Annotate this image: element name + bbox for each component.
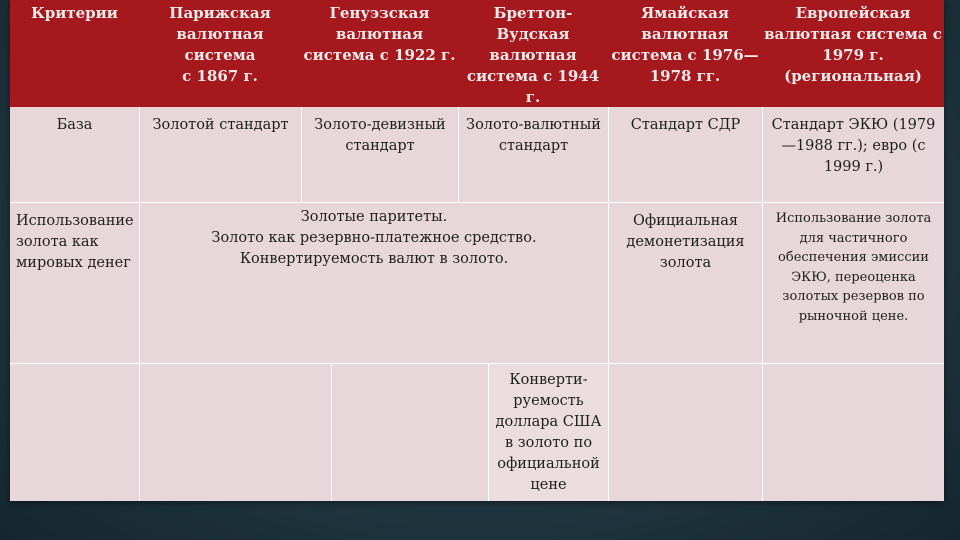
row-base-jamaica: Стандарт СДР <box>608 107 762 202</box>
row-extra-paris <box>139 363 331 501</box>
row-base-paris: Золотой стандарт <box>139 107 301 202</box>
row-extra-genoa <box>331 363 488 501</box>
header-bretton-woods: Бреттон-Вудская валютная система с 1944 г. <box>458 0 608 107</box>
row-base-label: База <box>10 107 139 202</box>
row-extra-jamaica <box>608 363 762 501</box>
row-gold-use-european: Использование золота для частичного обеспечения эмиссии ЭКЮ, переоценка золотых резервов по рыночной цене. <box>762 202 944 363</box>
header-criteria: Критерии <box>10 0 139 107</box>
row-base-european: Стандарт ЭКЮ (1979 —1988 гг.); евро (с 1999 г.) <box>762 107 944 202</box>
row-gold-use-merged: Золотые паритеты. Золото как резервно-платежное средство. Конвертируемость валют в золото. <box>139 202 608 363</box>
header-european: Европейская валютная система с 1979 г. (региональная) <box>762 0 944 107</box>
row-extra-label <box>10 363 139 501</box>
header-paris: Парижская валютная система с 1867 г. <box>139 0 301 107</box>
row-gold-use-label: Использование золота как мировых денег <box>10 202 139 363</box>
header-jamaica: Ямайская валютная система с 1976— 1978 гг. <box>608 0 762 107</box>
row-base-bretton-woods: Золото-валютный стандарт <box>458 107 608 202</box>
row-extra-european <box>762 363 944 501</box>
row-extra-bretton-woods: Конверти- руемость доллара США в золото по официальной цене <box>488 363 608 501</box>
header-genoa: Генуэзская валютная система с 1922 г. <box>301 0 458 107</box>
comparison-table <box>10 0 944 501</box>
row-base-genoa: Золото-девизный стандарт <box>301 107 458 202</box>
row-gold-use-jamaica: Официальная демонетизация золота <box>608 202 762 363</box>
